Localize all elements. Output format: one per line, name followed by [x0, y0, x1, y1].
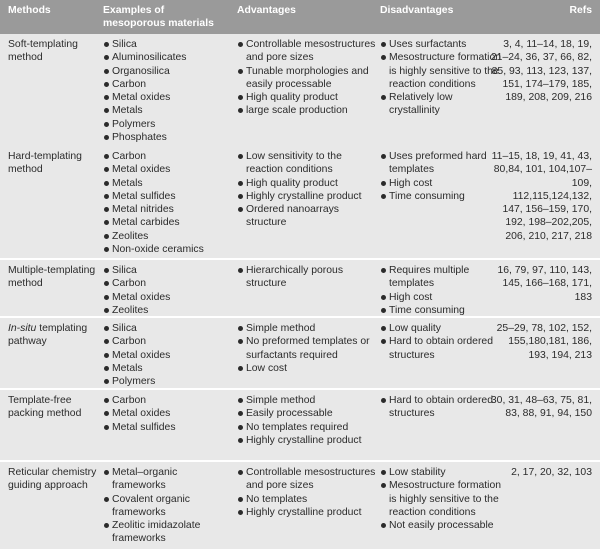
header-examples: Examples of mesoporous materials — [103, 5, 214, 30]
list-item: Low stability — [380, 466, 502, 479]
disadvantages-cell — [380, 394, 502, 421]
header-disadvantages: Disadvantages — [380, 5, 454, 16]
list-item: Carbon — [103, 335, 228, 348]
list-item: Hard to obtain ordered structures — [380, 335, 502, 362]
advantages-cell — [237, 322, 377, 375]
table-header — [0, 0, 600, 34]
list-item: Highly crystalline product — [237, 190, 377, 203]
list-item: Not easily processable — [380, 519, 502, 532]
list-item: Relatively low crystallinity — [380, 91, 502, 118]
list-item: Metals — [103, 104, 228, 117]
list-item: Polymers — [103, 375, 228, 388]
list-item: Metal sulfides — [103, 190, 228, 203]
method-cell: Soft-templating method — [8, 39, 78, 64]
method-text: templating pathway — [8, 323, 88, 348]
method-cell: Template-free packing method — [8, 395, 82, 420]
list-item: Silica — [103, 264, 228, 277]
list-item: Silica — [103, 322, 228, 335]
method-cell: Reticular chemistry guiding approach — [8, 467, 97, 492]
list-item: Zeolites — [103, 304, 228, 317]
list-item: Highly crystalline product — [237, 506, 377, 519]
table-row — [0, 260, 600, 316]
list-item: Tunable morphologies and easily processable — [237, 65, 377, 92]
disadvantages-cell — [380, 38, 502, 118]
disadvantages-cell — [380, 466, 502, 532]
list-item: Uses preformed hard templates — [380, 150, 502, 177]
list-item: Metals — [103, 362, 228, 375]
list-item: Carbon — [103, 78, 228, 91]
method-italic: In-situ — [8, 323, 37, 334]
list-item: Simple method — [237, 394, 377, 407]
examples-cell — [103, 394, 228, 434]
disadvantages-cell — [380, 264, 502, 317]
list-item: Uses surfactants — [380, 38, 502, 51]
list-item: Ordered nanoarrays structure — [237, 203, 377, 230]
list-item: Carbon — [103, 394, 228, 407]
list-item: Metal nitrides — [103, 203, 228, 216]
list-item: Aluminosilicates — [103, 51, 228, 64]
disadvantages-cell — [380, 322, 502, 362]
list-item: High quality product — [237, 91, 377, 104]
list-item: Non-oxide ceramics — [103, 243, 228, 256]
list-item: large scale production — [237, 104, 377, 117]
refs-cell: 2, 17, 20, 32, 103 — [511, 467, 592, 478]
advantages-cell — [237, 466, 377, 519]
list-item: Mesostructure formation is highly sensitive to the reaction conditions — [380, 51, 502, 91]
examples-cell — [103, 264, 228, 317]
list-item: Metal oxides — [103, 163, 228, 176]
list-item: Organosilica — [103, 65, 228, 78]
method-cell: Multiple-templating method — [8, 265, 96, 290]
list-item: Covalent organic frameworks — [103, 493, 228, 520]
list-item: Controllable mesostructures and pore sizes — [237, 466, 377, 493]
list-item: Low cost — [237, 362, 377, 375]
header-refs: Refs — [569, 5, 592, 16]
list-item: Carbon — [103, 150, 228, 163]
list-item: Simple method — [237, 322, 377, 335]
list-item: Requires multiple templates — [380, 264, 502, 291]
list-item: Carbon — [103, 277, 228, 290]
advantages-cell — [237, 394, 377, 447]
refs-cell: 3, 4, 11–14, 18, 19, 21–24, 36, 37, 66, 82, 85, 93, 113, 123, 137, 151, 174–179, 185, 189, 208, 209, 216 — [490, 39, 592, 104]
list-item: Polymers — [103, 118, 228, 131]
list-item: Metal oxides — [103, 291, 228, 304]
advantages-cell — [237, 38, 377, 118]
refs-cell: 30, 31, 48–63, 75, 81, 83, 88, 91, 94, 150 — [490, 395, 592, 420]
examples-cell — [103, 150, 228, 256]
advantages-cell — [237, 264, 377, 291]
list-item: Silica — [103, 38, 228, 51]
list-item: Easily processable — [237, 407, 377, 420]
list-item: Time consuming — [380, 304, 502, 317]
advantages-cell — [237, 150, 377, 230]
examples-cell — [103, 322, 228, 388]
table-row — [0, 146, 600, 258]
list-item: No templates — [237, 493, 377, 506]
refs-cell: 25–29, 78, 102, 152, 155,180,181, 186, 193, 194, 213 — [496, 323, 592, 361]
list-item: Hierarchically porous structure — [237, 264, 377, 291]
header-methods: Methods — [8, 5, 51, 16]
list-item: Controllable mesostructures and pore sizes — [237, 38, 377, 65]
list-item: Zeolitic imidazolate frameworks — [103, 519, 228, 546]
method-cell — [8, 322, 98, 349]
table-row — [0, 390, 600, 460]
list-item: Metals — [103, 177, 228, 190]
disadvantages-cell — [380, 150, 502, 203]
examples-cell — [103, 38, 228, 144]
list-item: High cost — [380, 177, 502, 190]
list-item: No preformed templates or surfactants required — [237, 335, 377, 362]
table-row — [0, 318, 600, 388]
refs-cell: 11–15, 18, 19, 41, 43, 80,84, 101, 104,107–109, 112,115,124,132, 147, 156–159, 170, 192, 198–202,205, 206, 210, 217, 218 — [491, 151, 592, 242]
list-item: Low sensitivity to the reaction conditions — [237, 150, 377, 177]
method-cell: Hard-templating method — [8, 151, 82, 176]
list-item: Metal sulfides — [103, 421, 228, 434]
list-item: High cost — [380, 291, 502, 304]
list-item: Hard to obtain ordered structures — [380, 394, 502, 421]
list-item: Mesostructure formation is highly sensitive to the reaction conditions — [380, 479, 502, 519]
list-item: High quality product — [237, 177, 377, 190]
list-item: Highly crystalline product — [237, 434, 377, 447]
list-item: Zeolites — [103, 230, 228, 243]
list-item: No templates required — [237, 421, 377, 434]
list-item: Metal oxides — [103, 91, 228, 104]
list-item: Low quality — [380, 322, 502, 335]
list-item: Metal oxides — [103, 407, 228, 420]
list-item: Time consuming — [380, 190, 502, 203]
table-row — [0, 462, 600, 549]
list-item: Metal–organic frameworks — [103, 466, 228, 493]
examples-cell — [103, 466, 228, 546]
list-item: Phosphates — [103, 131, 228, 144]
header-advantages: Advantages — [237, 5, 296, 16]
list-item: Metal carbides — [103, 216, 228, 229]
list-item: Metal oxides — [103, 349, 228, 362]
refs-cell: 16, 79, 97, 110, 143, 145, 166–168, 171, 183 — [497, 265, 592, 303]
